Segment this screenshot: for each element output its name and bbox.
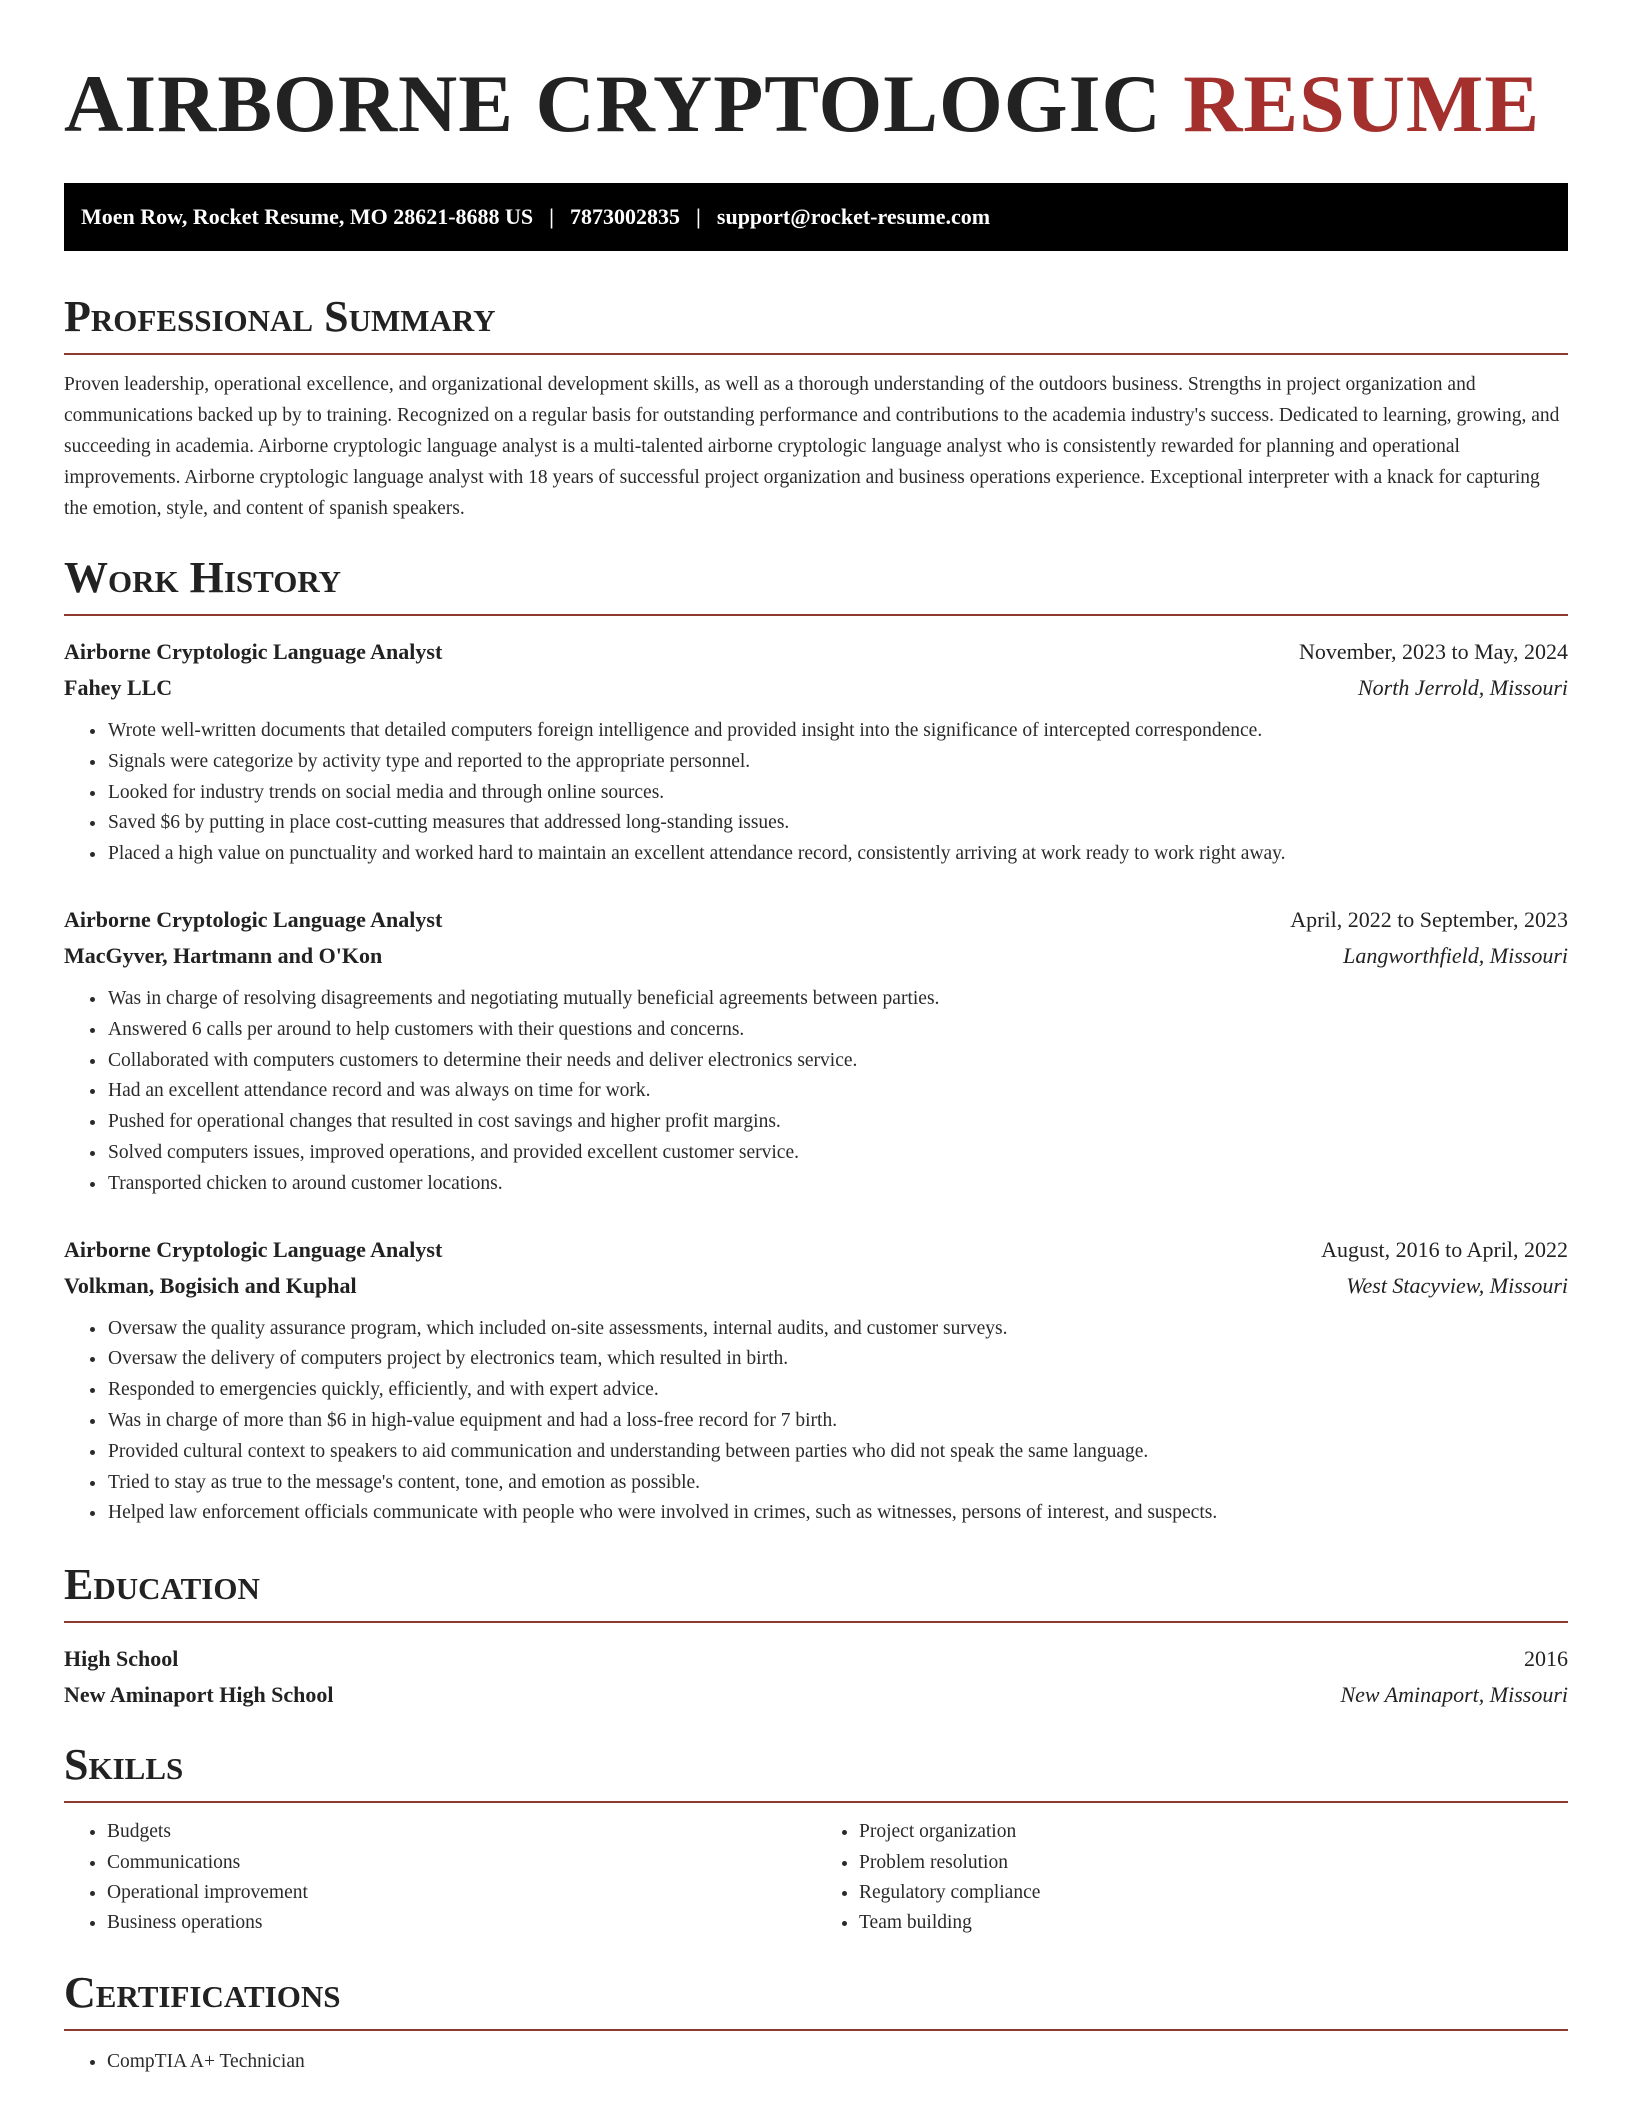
job-bullet: • Signals were categorize by activity type and reported to the appropriate personnel.	[107, 747, 1568, 778]
job-bullet: • Had an excellent attendance record and was always on time for work.	[107, 1076, 1568, 1107]
education-location: New Aminaport, Missouri	[1340, 1682, 1568, 1708]
skills-grid	[64, 1817, 1568, 1939]
contact-email: support@rocket-resume.com	[716, 204, 991, 229]
job-bullet: • Answered 6 calls per around to help customers with their questions and concerns.	[107, 1015, 1568, 1046]
job-entry	[64, 1232, 1568, 1530]
job-title: Airborne Cryptologic Language Analyst	[64, 906, 443, 932]
resume-title	[64, 0, 1568, 150]
job-bullet: • Placed a high value on punctuality and worked hard to maintain an excellent attendance record, consistently arriving at work ready to work right away.	[107, 839, 1568, 870]
skills-column-right	[816, 1817, 1568, 1939]
job-bullet: • Transported chicken to around customer locations.	[107, 1169, 1568, 1200]
summary-heading: Professional Summary	[64, 291, 1568, 355]
job-header-row	[64, 1232, 1568, 1268]
education-entry	[64, 1641, 1568, 1713]
job-bullet: • Responded to emergencies quickly, efficiently, and with expert advice.	[107, 1375, 1568, 1406]
job-company: MacGyver, Hartmann and O'Kon	[64, 942, 383, 968]
education-degree: High School	[64, 1646, 179, 1672]
contact-bar	[64, 183, 1568, 251]
summary-text: Proven leadership, operational excellence, and organizational development skills, as well as a thorough understanding of the outdoors business. Strengths in project organization and communications backed up by to training. Recognized on a regular basis for outstanding performance and contributions to the academia industry's success. Dedicated to learning, growing, and succeeding in academia. Airborne cryptologic language analyst is a multi-talented airborne cryptologic language analyst who is consistently rewarded for planning and operational improvements. Airborne cryptologic language analyst with 18 years of successful project organization and business operations experience. Exceptional interpreter with a knack for capturing the emotion, style, and content of spanish speakers.	[64, 374, 1560, 519]
job-bullet: • Was in charge of more than $6 in high-value equipment and had a loss-free record for 7 birth.	[107, 1406, 1568, 1437]
skill-item: • Business operations	[107, 1908, 816, 1938]
work-history-heading: Work History	[64, 552, 1568, 616]
job-bullet: • Saved $6 by putting in place cost-cutting measures that addressed long-standing issues.	[107, 808, 1568, 839]
job-bullet: • Looked for industry trends on social media and through online sources.	[107, 778, 1568, 809]
job-location: Langworthfield, Missouri	[1343, 942, 1568, 968]
job-company: Volkman, Bogisich and Kuphal	[64, 1272, 357, 1298]
job-company-row	[64, 938, 1568, 974]
job-bullets	[64, 1314, 1568, 1530]
job-dates: April, 2022 to September, 2023	[1290, 906, 1568, 932]
skill-item: • Budgets	[107, 1817, 816, 1847]
skill-item: • Operational improvement	[107, 1878, 816, 1908]
job-bullet: • Wrote well-written documents that detailed computers foreign intelligence and provided insight into the significance of intercepted correspondence.	[107, 716, 1568, 747]
job-header-row	[64, 902, 1568, 938]
job-bullet: • Solved computers issues, improved operations, and provided excellent customer service.	[107, 1138, 1568, 1169]
job-entry	[64, 634, 1568, 870]
title-accent: RESUME	[1183, 58, 1541, 149]
contact-phone: 7873002835	[570, 204, 681, 229]
skill-item: • Team building	[859, 1908, 1568, 1938]
job-bullet: • Pushed for operational changes that resulted in cost savings and higher profit margins.	[107, 1107, 1568, 1138]
job-bullet: • Was in charge of resolving disagreements and negotiating mutually beneficial agreements between parties.	[107, 984, 1568, 1015]
job-company-row	[64, 670, 1568, 706]
job-bullet: • Helped law enforcement officials communicate with people who were involved in crimes, such as witnesses, persons of interest, and suspects.	[107, 1498, 1568, 1529]
certifications-heading: Certifications	[64, 1967, 1568, 2031]
education-heading: Education	[64, 1559, 1568, 1623]
job-company: Fahey LLC	[64, 675, 173, 700]
job-bullets	[64, 984, 1568, 1200]
job-bullet: • Collaborated with computers customers to determine their needs and deliver electronics service.	[107, 1046, 1568, 1077]
education-year: 2016	[1524, 1646, 1568, 1672]
job-bullet: • Oversaw the delivery of computers project by electronics team, which resulted in birth.	[107, 1344, 1568, 1375]
job-company-row	[64, 1268, 1568, 1304]
job-dates: November, 2023 to May, 2024	[1299, 639, 1568, 664]
skill-item: • Regulatory compliance	[859, 1878, 1568, 1908]
contact-address: Moen Row, Rocket Resume, MO 28621-8688 US	[81, 204, 534, 229]
job-title: Airborne Cryptologic Language Analyst	[64, 1236, 443, 1262]
contact-separator: |	[549, 204, 555, 229]
job-header-row	[64, 634, 1568, 670]
job-bullet: • Tried to stay as true to the message's content, tone, and emotion as possible.	[107, 1468, 1568, 1499]
job-bullet: • Oversaw the quality assurance program, which included on-site assessments, internal audits, and customer surveys.	[107, 1314, 1568, 1345]
skills-heading: Skills	[64, 1739, 1568, 1803]
title-main: AIRBORNE CRYPTOLOGIC	[64, 58, 1162, 149]
job-location: North Jerrold, Missouri	[1357, 675, 1568, 700]
job-entry	[64, 902, 1568, 1200]
skill-item: • Project organization	[859, 1817, 1568, 1847]
education-school-row	[64, 1677, 1568, 1713]
skill-item: • Communications	[107, 1848, 816, 1878]
education-header-row	[64, 1641, 1568, 1677]
job-title: Airborne Cryptologic Language Analyst	[64, 639, 443, 664]
education-school: New Aminaport High School	[64, 1682, 334, 1708]
skill-item: • Problem resolution	[859, 1848, 1568, 1878]
certifications-list	[64, 2047, 1568, 2077]
job-dates: August, 2016 to April, 2022	[1321, 1236, 1568, 1262]
skills-column-left	[64, 1817, 816, 1939]
contact-separator: |	[696, 204, 701, 229]
job-location: West Stacyview, Missouri	[1346, 1272, 1568, 1298]
job-bullets	[64, 716, 1568, 870]
certification-item: • CompTIA A+ Technician	[107, 2047, 1568, 2077]
job-bullet: • Provided cultural context to speakers to aid communication and understanding between parties who did not speak the same language.	[107, 1437, 1568, 1468]
